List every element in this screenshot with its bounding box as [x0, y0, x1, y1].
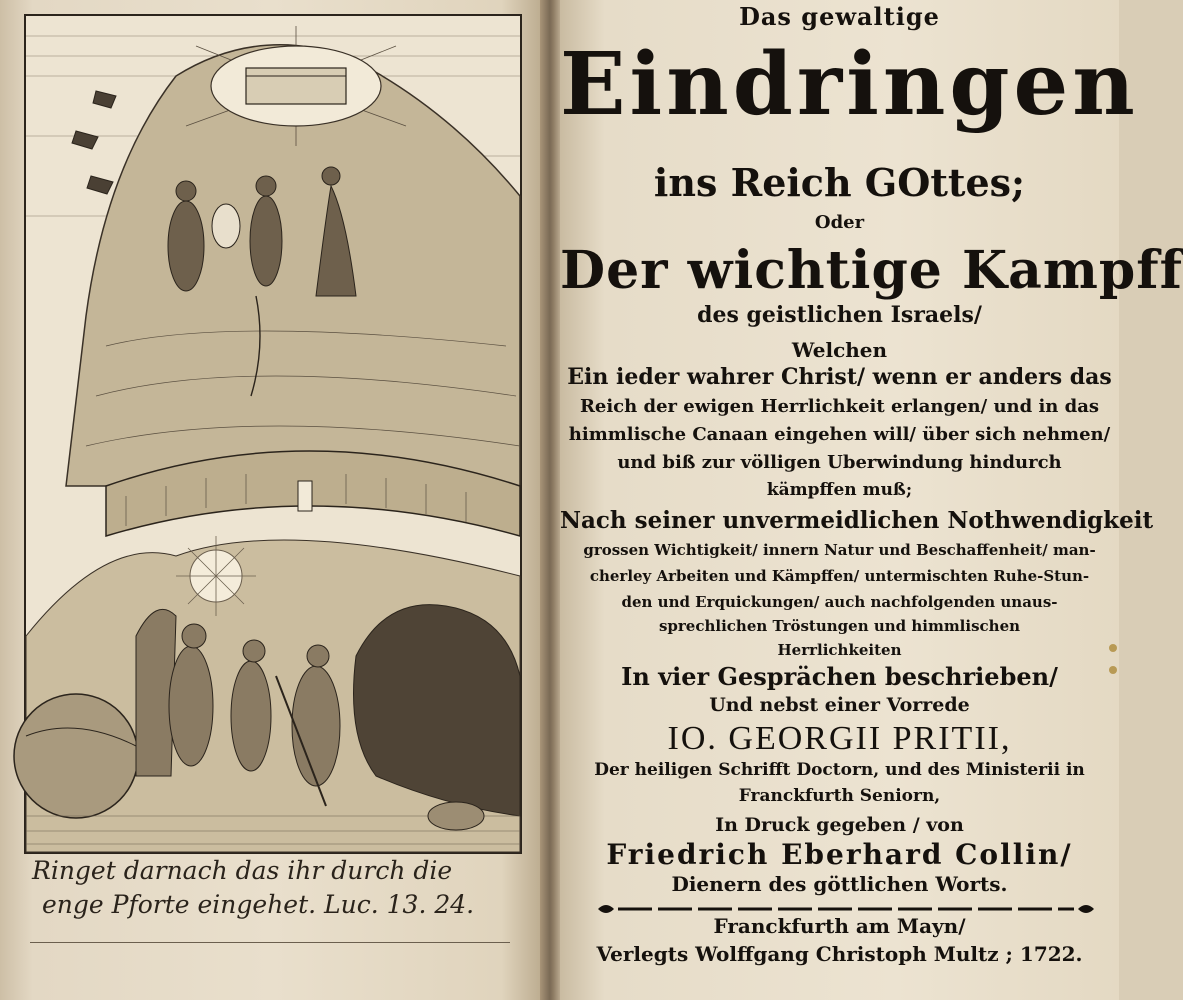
detail-line: cherley Arbeiten und Kämpffen/ untermischten Ruhe-Stun- [589, 567, 1090, 585]
bottom-rule [30, 942, 510, 943]
editor-name: Friedrich Eberhard Collin/ [606, 838, 1073, 871]
subtitle-reich: ins Reich GOttes; [653, 160, 1026, 205]
right-page-title [560, 0, 1183, 1000]
author-name: IO. GEORGII PRITII, [667, 720, 1012, 757]
detail-line: grossen Wichtigkeit/ innern Natur und Beschaffenheit/ man- [583, 541, 1096, 559]
detail-line: Herrlichkeiten [777, 641, 902, 659]
body-line: himmlische Canaan eingehen will/ über sich nehmen/ [568, 424, 1111, 445]
imprint-publisher: Verlegts Wolffgang Christoph Multz ; 1722. [596, 942, 1083, 966]
body-line: und biß zur völligen Uberwindung hindurch [617, 452, 1062, 473]
subtitle-kampf: Der wichtige Kampff [560, 240, 1183, 301]
frontispiece-engraving [24, 14, 522, 854]
editor-title: Dienern des göttlichen Worts. [671, 872, 1008, 896]
detail-line: sprechlichen Tröstungen und himmlischen [658, 617, 1021, 635]
author-title-2: Franckfurth Seniorn, [738, 786, 941, 806]
caption-line-2: enge Pforte eingehet. Luc. 13. 24. [42, 890, 475, 919]
left-page-frontispiece [0, 0, 545, 1000]
body-line: Ein ieder wahrer Christ/ wenn er anders das [567, 364, 1112, 390]
main-title: Eindringen [560, 34, 1139, 135]
text-vier: In vier Gesprächen beschrieben/ [621, 662, 1058, 691]
author-title-1: Der heiligen Schrifft Doctorn, und des Ministerii in [594, 760, 1085, 780]
subtitle-israels: des geistlichen Israels/ [697, 302, 982, 328]
page-edge-clasp [1108, 640, 1118, 680]
title-line-das: Das gewaltige [739, 2, 940, 31]
text-druck: In Druck gegeben / von [715, 814, 964, 836]
imprint-place: Franckfurth am Mayn/ [713, 914, 966, 938]
text-nach: Nach seiner unvermeidlichen Nothwendigkeit [560, 507, 1154, 534]
caption-line-1: Ringet darnach das ihr durch die [32, 856, 453, 885]
frontispiece-caption [24, 850, 518, 930]
detail-line: den und Erquickungen/ auch nachfolgenden unaus- [621, 593, 1058, 611]
subtitle-oder: Oder [814, 212, 865, 233]
text-vorrede: Und nebst einer Vorrede [709, 694, 970, 716]
book-gutter [540, 0, 562, 1000]
body-line: Reich der ewigen Herrlichkeit erlangen/ und in das [579, 396, 1100, 417]
engraving-illustration [26, 16, 520, 852]
text-welchen: Welchen [791, 338, 888, 362]
body-line: kämpffen muß; [766, 480, 913, 500]
